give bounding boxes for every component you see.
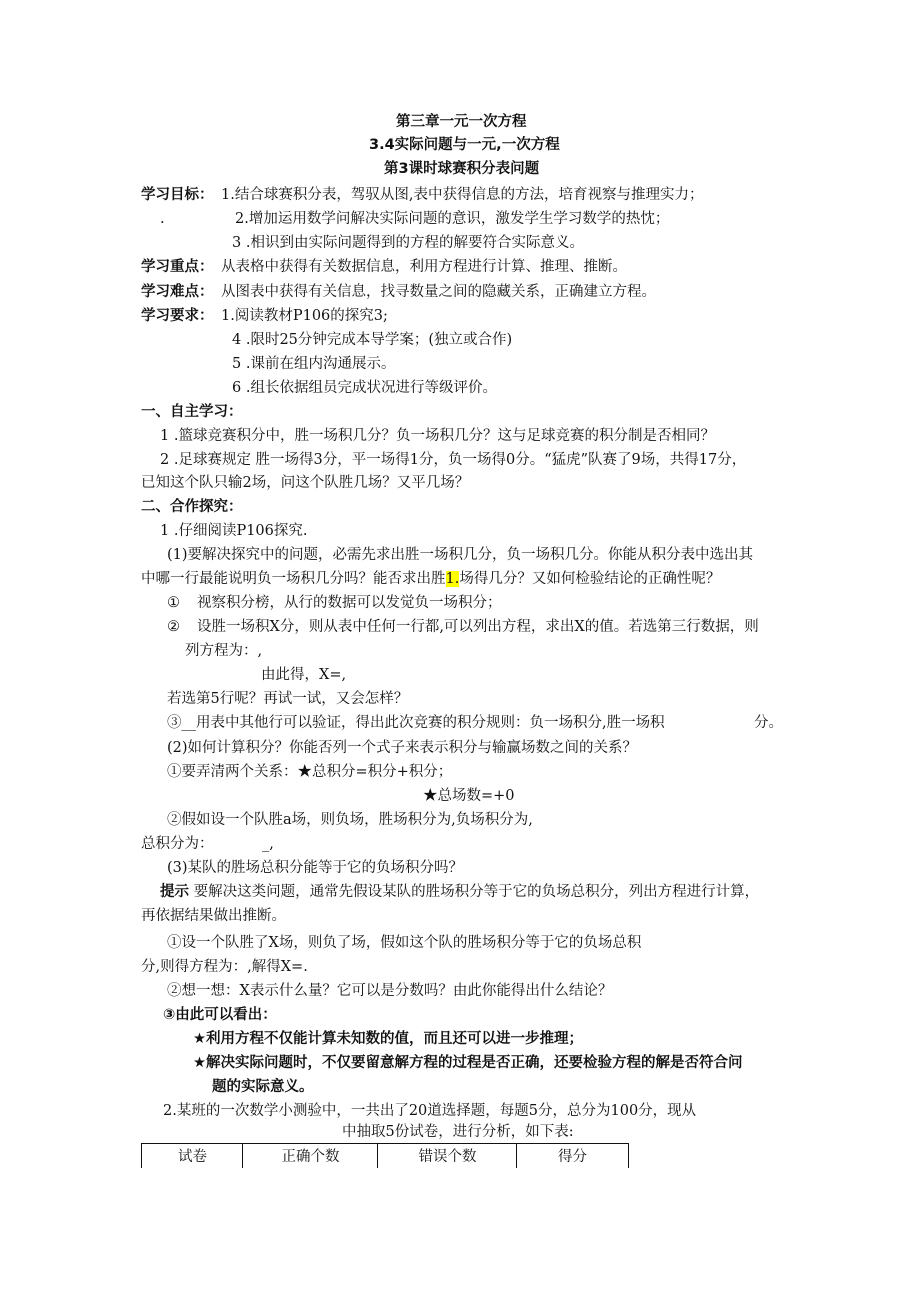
coop-p1-2: (2)如何计算积分？你能否列一个式子来表示积分与输赢场数之间的关系？ bbox=[167, 740, 638, 756]
conclusion-2-line1: ★解决实际问题时，不仅要留意解方程的过程是否正确，还要检验方程的解是否符合问 bbox=[193, 1055, 743, 1071]
goals-label: 学习目标： bbox=[141, 187, 214, 203]
table-header-cell: 得分 bbox=[516, 1144, 629, 1168]
step-3-text: ③__用表中其他行可以验证，得出此次竞赛的积分规则：负一场积分,胜一场积 bbox=[167, 715, 665, 731]
hint-line-1 bbox=[160, 882, 759, 902]
hint-label: 提示 bbox=[160, 884, 189, 900]
lesson-title: 第3课时球赛积分表问题 bbox=[384, 161, 540, 177]
goal-dot: . bbox=[160, 211, 165, 227]
self-study-heading: 一、自主学习： bbox=[141, 404, 243, 420]
requirements-label: 学习要求： bbox=[141, 308, 214, 324]
difficulties-text: 从图表中获得有关信息，找寻数量之间的隐藏关系，正确建立方程。 bbox=[221, 284, 656, 300]
score-table bbox=[141, 1143, 629, 1168]
self-study-q1: 1 .篮球竞赛积分中，胜一场积几分？负一场积几分？这与足球竞赛的积分制是否相同？ bbox=[160, 428, 715, 444]
coop-heading: 二、合作探究： bbox=[141, 499, 243, 515]
self-study-q2-line1: 2 .足球赛规定 胜一场得3分，平一场得1分，负一场得0分。“猛虎”队赛了9场，共得17分， bbox=[160, 452, 747, 468]
goal-item-2: 2.增加运用数学问解决实际问题的意识，激发学生学习数学的热忱； bbox=[235, 211, 670, 227]
goal-item-3: 3 .相识到由实际问题得到的方程的解要符合实际意义。 bbox=[232, 235, 584, 251]
requirement-item-5: 5 .课前在组内沟通展示。 bbox=[232, 356, 396, 372]
table-header-cell: 错误个数 bbox=[377, 1144, 517, 1168]
self-study-q2-line2: 已知这个队只输2场，问这个队胜几场？又平几场？ bbox=[141, 475, 470, 491]
step-2-result: 由此得，X=, bbox=[261, 667, 347, 683]
step-1-mark: ① bbox=[167, 595, 180, 611]
problem-2-line2: 中抽取5份试卷，进行分析，如下表: bbox=[342, 1124, 574, 1140]
hint-line-2: 再依据结果做出推断。 bbox=[141, 908, 286, 924]
step-2-row5: 若选第5行呢？再试一试，又会怎样？ bbox=[167, 691, 409, 707]
goal-item-1: 1.结合球赛积分表，驾驭从图,表中获得信息的方法，培育视察与推理实力； bbox=[221, 187, 704, 203]
section-title: 3.4实际问题与一元,一次方程 bbox=[369, 137, 560, 153]
requirement-item-6: 6 .组长依据组员完成状况进行等级评价。 bbox=[232, 380, 497, 396]
conclusion-2-line2: 题的实际意义。 bbox=[212, 1079, 314, 1095]
relation-3-line2b: _, bbox=[262, 836, 274, 852]
coop-p1-1-line1: (1)要解决探究中的问题，必需先求出胜一场积几分，负一场积几分。你能从积分表中选出其 bbox=[167, 547, 754, 563]
difficulties-label: 学习难点： bbox=[141, 284, 214, 300]
coop-p1-1-line2-b: 场得几分？又如何检验结论的正确性呢？ bbox=[459, 571, 721, 587]
step-2-mark: ② bbox=[167, 619, 180, 635]
requirement-item-1: 1.阅读教材P106的探究3; bbox=[221, 308, 388, 324]
chapter-title: 第三章一元一次方程 bbox=[396, 114, 527, 130]
highlighted-text: 1. bbox=[445, 571, 460, 587]
requirement-item-4: 4 .限时25分钟完成本导学案；(独立或合作) bbox=[232, 332, 513, 348]
h2: ②想一想：X表示什么量？它可以是分数吗？由此你能得出什么结论？ bbox=[167, 983, 613, 999]
step-2-text: 设胜一场积X分，则从表中任何一行都,可以列出方程，求出X的值。若选第三行数据，则 bbox=[197, 619, 759, 635]
coop-p1-3: (3)某队的胜场总积分能等于它的负场积分吗？ bbox=[167, 860, 464, 876]
problem-2-line1: 2.某班的一次数学小测验中，一共出了20道选择题，每题5分，总分为100分，现从 bbox=[163, 1103, 697, 1119]
coop-p1-1-line2-a: 中哪一行最能说明负一场积几分吗？能否求出胜 bbox=[141, 571, 446, 587]
h3: ③由此可以看出： bbox=[163, 1007, 277, 1023]
relation-3-line2a: 总积分为： bbox=[141, 836, 214, 852]
conclusion-1: ★利用方程不仅能计算未知数的值，而且还可以进一步推理； bbox=[193, 1031, 583, 1047]
table-header-cell: 试卷 bbox=[141, 1144, 243, 1168]
h1-line2: 分,则得方程为：,解得X=. bbox=[141, 959, 308, 975]
step-2-cont: 列方程为：, bbox=[185, 643, 263, 659]
relation-2: ★总场数=+0 bbox=[423, 788, 515, 804]
step-3-tail: 分。 bbox=[754, 715, 783, 731]
key-points-text: 从表格中获得有关数据信息，利用方程进行计算、推理、推断。 bbox=[221, 259, 627, 275]
h1-line1: ①设一个队胜了X场，则负了场，假如这个队的胜场积分等于它的负场总积 bbox=[167, 935, 642, 951]
table-header-cell: 正确个数 bbox=[242, 1144, 378, 1168]
step-1-text: 视察积分榜，从行的数据可以发觉负一场积分； bbox=[197, 595, 502, 611]
relation-1: ①要弄清两个关系：★总积分=积分+积分； bbox=[167, 764, 453, 780]
relation-3-line1: ②假如设一个队胜a场，则负场，胜场积分为,负场积分为, bbox=[167, 812, 533, 828]
hint-text: 要解决这类问题，通常先假设某队的胜场积分等于它的负场总积分，列出方程进行计算， bbox=[189, 884, 760, 900]
key-points-label: 学习重点： bbox=[141, 259, 214, 275]
coop-p1: 1 .仔细阅读P106探究. bbox=[160, 523, 308, 539]
coop-p1-1-line2 bbox=[141, 569, 720, 589]
